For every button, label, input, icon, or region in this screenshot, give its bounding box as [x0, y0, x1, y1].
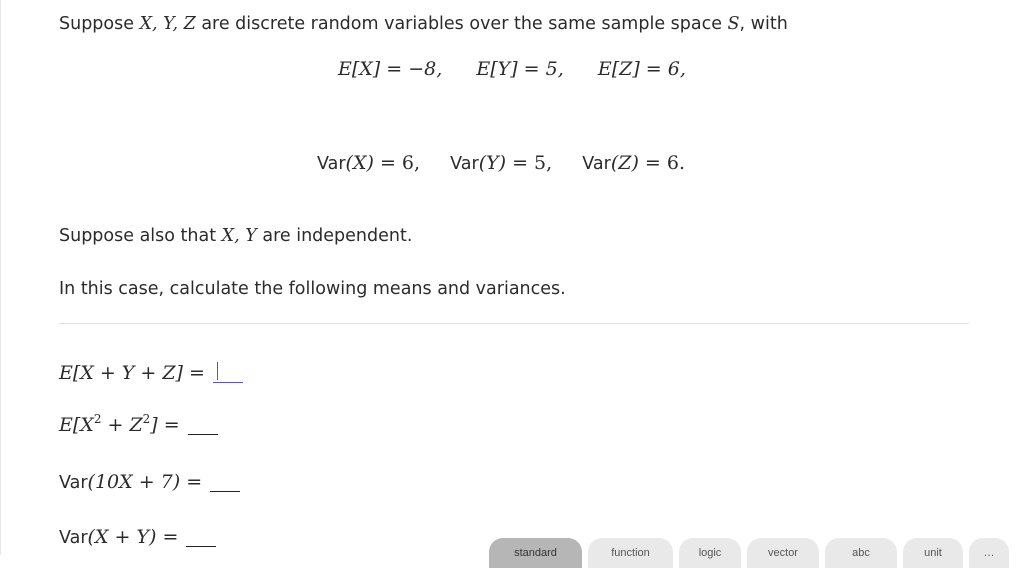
expectations-display [338, 58, 686, 80]
expectation-x: E[X] = −8, [338, 58, 443, 80]
variance-y: Var(Y) = 5, [450, 152, 553, 174]
keyboard-tab-unit[interactable]: unit [903, 538, 963, 568]
keyboard-tab-function[interactable]: function [588, 538, 673, 568]
keyboard-tab-standard[interactable]: standard [489, 538, 582, 568]
variances-display [317, 152, 685, 174]
answer-1-input[interactable] [213, 360, 243, 383]
keyboard-tab-more[interactable]: … [969, 538, 1009, 568]
instruction-text: In this case, calculate the following means and variances. [59, 279, 566, 299]
intro-prefix: Suppose [59, 14, 140, 34]
keyboard-tab-logic[interactable]: logic [679, 538, 741, 568]
text-caret [217, 362, 219, 380]
independence-text: Suppose also that X, Y are independent. [59, 226, 413, 246]
intro-suffix: , with [739, 14, 788, 34]
variance-x: Var(X) = 6, [317, 152, 421, 174]
question-2-label: $E[X^2 + Z^2]$ = [59, 412, 180, 436]
intro-space: S [727, 14, 740, 34]
left-border [0, 0, 1, 555]
expectation-z: E[Z] = 6, [597, 58, 686, 80]
math-keyboard-tabs [489, 538, 1009, 568]
question-2 [59, 408, 218, 436]
intro-mid: are discrete random variables over the same sample space [195, 14, 728, 34]
expectation-y: E[Y] = 5, [476, 58, 564, 80]
variance-z: Var(Z) = 6. [582, 152, 686, 174]
question-1 [59, 356, 243, 384]
question-4 [59, 520, 216, 548]
answer-4-input[interactable] [186, 524, 216, 547]
answer-3-input[interactable] [210, 469, 240, 492]
question-3-label: Var(10X + 7) = [59, 471, 203, 493]
question-3 [59, 465, 240, 493]
question-4-label: Var(X + Y) = [59, 526, 179, 548]
separator [59, 323, 969, 324]
question-1-label: E[X + Y + Z] = [59, 362, 205, 384]
answer-2-input[interactable] [188, 412, 218, 435]
keyboard-tab-vector[interactable]: vector [747, 538, 819, 568]
keyboard-tab-abc[interactable]: abc [825, 538, 897, 568]
intro-vars: X, Y, Z [139, 14, 196, 34]
intro-text [59, 14, 788, 34]
independence-vars: X, Y [221, 226, 257, 246]
